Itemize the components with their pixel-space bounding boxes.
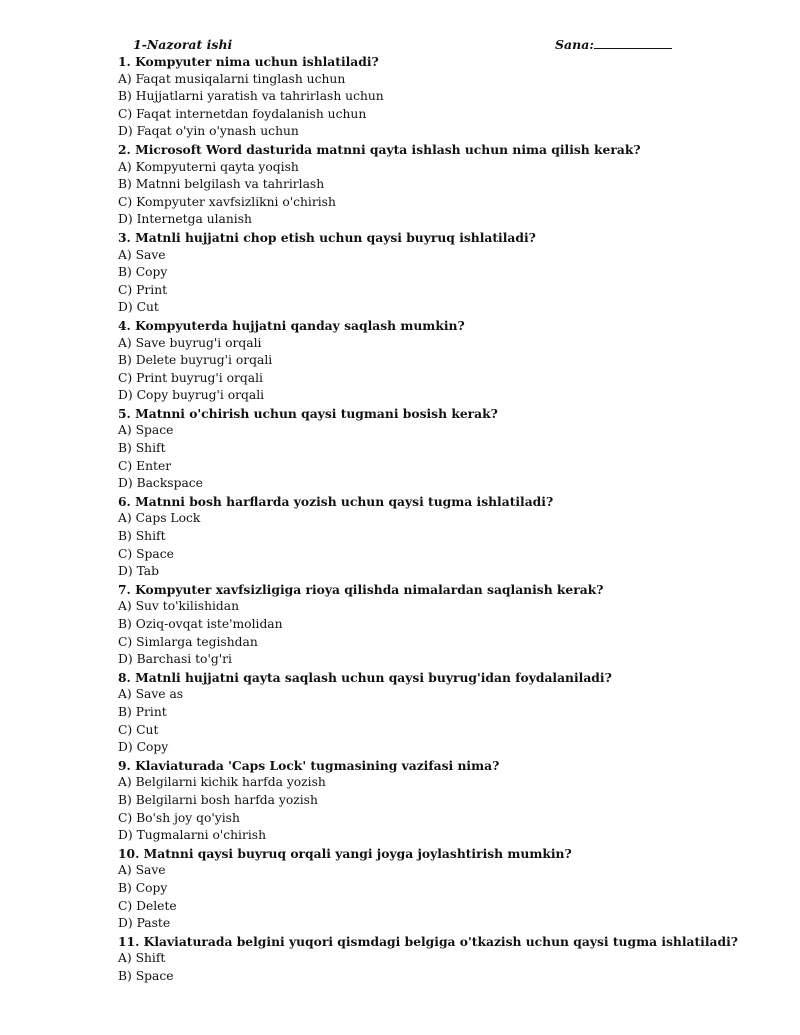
answer-option: B) Delete buyrug'i orqali [118,353,273,368]
question-text: 9. Klaviaturada 'Caps Lock' tugmasining vazifasi nima? [118,757,500,773]
answer-option: B) Print [118,704,167,719]
answer-option: C) Bo'sh joy qo'yish [118,810,240,825]
answer-option: B) Belgilarni bosh harfda yozish [118,792,318,807]
question-text: 6. Matnni bosh harflarda yozish uchun qaysi tugma ishlatiladi? [118,493,554,509]
answer-option: A) Kompyuterni qayta yoqish [118,159,299,174]
answer-option: C) Simlarga tegishdan [118,634,258,649]
document-page [118,35,738,985]
answer-option: D) Backspace [118,476,203,491]
question-block [118,493,678,581]
question-text: 10. Matnni qaysi buyruq orqali yangi joyga joylashtirish mumkin? [118,845,572,861]
date-blank-line [594,37,672,49]
question-block [118,141,678,229]
question-block [118,845,678,933]
question-block [118,581,678,669]
question-text: 8. Matnli hujjatni qayta saqlash uchun qaysi buyrug'idan foydalaniladi? [118,669,612,685]
question-block [118,317,678,405]
answer-option: C) Kompyuter xavfsizlikni o'chirish [118,194,336,209]
answer-option: D) Copy [118,740,169,755]
answer-option: B) Copy [118,265,168,280]
question-block [118,229,678,317]
question-list [118,53,738,985]
date-label: Sana: [555,37,594,52]
answer-option: B) Copy [118,880,168,895]
question-text: 2. Microsoft Word dasturida matnni qayta ishlash uchun nima qilish kerak? [118,141,641,157]
answer-option: C) Delete [118,898,177,913]
answer-option: A) Save [118,247,166,262]
answer-option: B) Oziq-ovqat iste'molidan [118,617,283,631]
document-header [118,35,678,53]
answer-option: B) Shift [118,441,166,456]
answer-option: D) Paste [118,916,171,931]
question-block [118,933,738,986]
answer-option: D) Faqat o'yin o'ynash uchun [118,124,299,139]
answer-option: D) Copy buyrug'i orqali [118,388,265,403]
answer-option: D) Internetga ulanish [118,212,252,227]
date-field [555,37,672,52]
answer-option: A) Save buyrug'i orqali [118,335,262,350]
answer-option: A) Caps Lock [118,511,201,526]
question-block [118,405,678,493]
question-block [118,669,678,757]
answer-option: C) Space [118,546,174,561]
answer-option: A) Faqat musiqalarni tinglash uchun [118,71,346,86]
answer-option: D) Tab [118,564,160,579]
answer-option: B) Hujjatlarni yaratish va tahrirlash uchun [118,89,384,104]
answer-option: B) Space [118,968,174,983]
answer-option: A) Save [118,863,166,878]
answer-option: C) Cut [118,722,159,737]
answer-option: A) Belgilarni kichik harfda yozish [118,775,326,790]
answer-option: A) Suv to'kilishidan [118,599,240,614]
answer-option: C) Print buyrug'i orqali [118,370,263,385]
question-text: 3. Matnli hujjatni chop etish uchun qaysi buyruq ishlatiladi? [118,229,536,245]
answer-option: B) Matnni belgilash va tahrirlash [118,177,325,192]
answer-option: D) Cut [118,300,159,315]
answer-option: D) Tugmalarni o'chirish [118,828,267,843]
question-text: 11. Klaviaturada belgini yuqori qismdagi belgiga o'tkazish uchun qaysi tugma ishlatiladi? [118,933,738,949]
question-block [118,53,678,141]
answer-option: C) Faqat internetdan foydalanish uchun [118,106,367,121]
answer-option: B) Shift [118,529,166,544]
answer-option: C) Enter [118,458,172,473]
answer-option: A) Shift [118,951,166,966]
question-text: 4. Kompyuterda hujjatni qanday saqlash mumkin? [118,317,465,333]
answer-option: D) Barchasi to'g'ri [118,652,232,667]
question-text: 5. Matnni o'chirish uchun qaysi tugmani bosish kerak? [118,405,498,421]
question-text: 1. Kompyuter nima uchun ishlatiladi? [118,54,379,69]
answer-option: A) Save as [118,687,184,702]
answer-option: C) Print [118,282,168,297]
question-block [118,757,678,845]
question-text: 7. Kompyuter xavfsizligiga rioya qilishda nimalardan saqlanish kerak? [118,581,604,597]
answer-option: A) Space [118,423,174,438]
document-title: 1-Nazorat ishi [133,37,233,52]
